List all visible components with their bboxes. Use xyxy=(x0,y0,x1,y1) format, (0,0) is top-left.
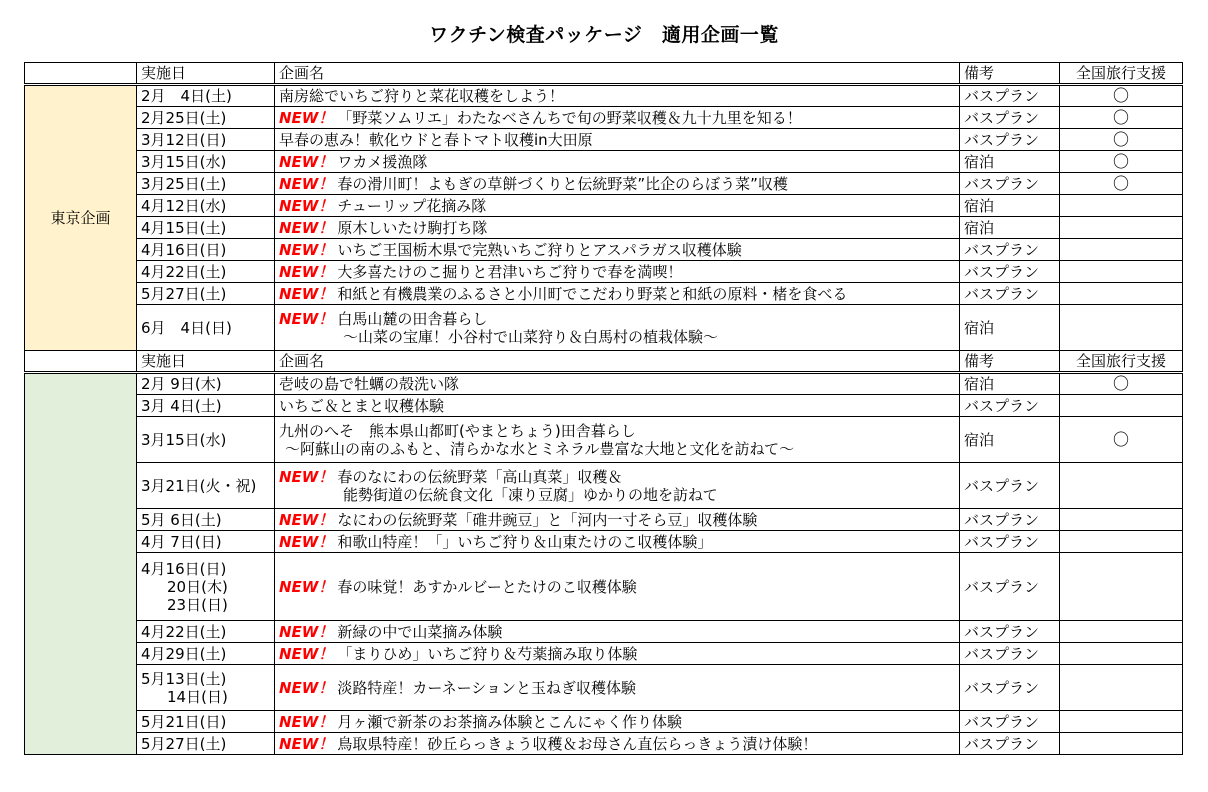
plan-name-text: 淡路特産！カーネーションと玉ねぎ収穫体験 xyxy=(337,678,637,697)
header-note: 備考 xyxy=(960,63,1060,85)
header-date: 実施日 xyxy=(137,63,275,85)
date-text: 4月16日(日) xyxy=(141,240,227,259)
date-cell xyxy=(137,173,275,195)
plan-name-line xyxy=(279,131,955,149)
date-cell xyxy=(137,305,275,351)
new-badge: NEW！ xyxy=(279,262,334,281)
plan-name-line xyxy=(279,375,955,393)
plan-name-text: 南房総でいちご狩りと菜花収穫をしよう！ xyxy=(279,87,565,105)
support-cell: 〇 xyxy=(1060,373,1183,395)
note-cell: 宿泊 xyxy=(960,151,1060,173)
plan-name-line xyxy=(279,679,955,697)
note-cell: バスプラン xyxy=(960,621,1060,643)
support-cell: 〇 xyxy=(1060,151,1183,173)
plan-name-cell xyxy=(275,665,960,711)
note-cell: バスプラン xyxy=(960,643,1060,665)
plan-name-cell xyxy=(275,417,960,463)
plan-name-line xyxy=(279,578,955,596)
plan-name-cell xyxy=(275,711,960,733)
new-badge: NEW！ xyxy=(279,532,334,551)
plan-name-line xyxy=(279,623,955,641)
plan-name-text: 原木しいたけ駒打ち隊 xyxy=(337,218,488,237)
support-cell xyxy=(1060,283,1183,305)
date-text: 5月27日(土) xyxy=(141,284,227,303)
date-cell xyxy=(137,643,275,665)
date-cell xyxy=(137,85,275,107)
date-cell xyxy=(137,553,275,621)
page-title: ワクチン検査パッケージ 適用企画一覧 xyxy=(429,24,779,46)
note-cell: 宿泊 xyxy=(960,417,1060,463)
support-cell xyxy=(1060,509,1183,531)
header-blank xyxy=(25,351,137,373)
note-cell: バスプラン xyxy=(960,85,1060,107)
support-cell: 〇 xyxy=(1060,107,1183,129)
new-badge: NEW！ xyxy=(279,284,334,303)
plan-name-text: いちご＆とまと収穫体験 xyxy=(279,396,445,415)
new-badge: NEW！ xyxy=(279,174,334,193)
plan-name-text: 和紙と有機農業のふるさと小川町でこだわり野菜と和紙の原料・楮を食べる xyxy=(337,284,848,303)
date-cell xyxy=(137,621,275,643)
plan-name-cell xyxy=(275,173,960,195)
support-cell xyxy=(1060,261,1183,283)
plan-name-line xyxy=(279,328,955,346)
note-cell: 宿泊 xyxy=(960,195,1060,217)
date-text: 3月25日(土) xyxy=(141,174,227,193)
plan-name-cell xyxy=(275,373,960,395)
plan-name-text: ～阿蘇山の南のふもと、清らかな水とミネラル豊富な大地と文化を訪ねて～ xyxy=(285,439,795,458)
support-cell xyxy=(1060,711,1183,733)
support-cell: 〇 xyxy=(1060,417,1183,463)
new-badge: NEW！ xyxy=(279,108,334,127)
plan-name-cell xyxy=(275,283,960,305)
plan-name-line xyxy=(279,109,955,127)
plan-name-cell xyxy=(275,151,960,173)
plan-name-text: チューリップ花摘み隊 xyxy=(337,196,487,215)
support-cell: 〇 xyxy=(1060,129,1183,151)
date-text: 3月 4日(土) xyxy=(141,396,222,415)
new-badge: NEW！ xyxy=(279,712,334,731)
date-text: 3月15日(水) xyxy=(141,430,227,449)
plan-name-line xyxy=(279,197,955,215)
date-cell xyxy=(137,107,275,129)
table-row xyxy=(25,195,1183,217)
date-cell xyxy=(137,665,275,711)
plan-name-cell xyxy=(275,621,960,643)
header-row xyxy=(25,351,1183,373)
table-row xyxy=(25,643,1183,665)
date-text: 4月29日(土) xyxy=(141,644,227,663)
new-badge: NEW！ xyxy=(279,196,334,215)
note-cell: バスプラン xyxy=(960,733,1060,755)
table-row xyxy=(25,553,1183,621)
note-cell: バスプラン xyxy=(960,711,1060,733)
support-cell xyxy=(1060,395,1183,417)
new-badge: NEW！ xyxy=(279,240,334,259)
section-label: 東京企画 xyxy=(25,85,137,351)
table-row xyxy=(25,665,1183,711)
table-row xyxy=(25,621,1183,643)
new-badge: NEW！ xyxy=(279,309,334,328)
header-support: 全国旅行支援 xyxy=(1060,351,1183,373)
plan-name-text: 「まりひめ」いちご狩り＆芍薬摘み取り体験 xyxy=(337,644,638,663)
table-row xyxy=(25,395,1183,417)
note-cell: バスプラン xyxy=(960,509,1060,531)
plan-name-line xyxy=(279,468,955,486)
plan-name-cell xyxy=(275,195,960,217)
plan-name-cell xyxy=(275,85,960,107)
plan-name-text: なにわの伝統野菜「碓井豌豆」と「河内一寸そら豆」収穫体験 xyxy=(337,510,758,529)
note-cell: バスプラン xyxy=(960,553,1060,621)
new-badge: NEW！ xyxy=(279,510,334,529)
plan-name-line xyxy=(279,713,955,731)
note-cell: バスプラン xyxy=(960,261,1060,283)
note-cell: バスプラン xyxy=(960,173,1060,195)
plan-name-cell xyxy=(275,239,960,261)
date-cell xyxy=(137,373,275,395)
plan-name-text: 壱岐の島で牡蠣の殻洗い隊 xyxy=(279,375,460,393)
support-cell xyxy=(1060,217,1183,239)
date-cell xyxy=(137,217,275,239)
date-cell xyxy=(137,261,275,283)
date-text: 3月12日(日) xyxy=(141,130,227,149)
plan-name-cell xyxy=(275,733,960,755)
plan-name-text: 能勢街道の伝統食文化「凍り豆腐」ゆかりの地を訪ねて xyxy=(343,485,718,504)
table-row xyxy=(25,305,1183,351)
new-badge: NEW！ xyxy=(279,577,334,596)
header-name: 企画名 xyxy=(275,63,960,85)
date-cell xyxy=(137,531,275,553)
date-text: 5月21日(日) xyxy=(141,712,227,731)
plan-table xyxy=(24,62,1183,755)
table-row xyxy=(25,239,1183,261)
date-text: 6月 4日(日) xyxy=(141,318,232,337)
plan-name-text: ～山菜の宝庫！小谷村で山菜狩り＆白馬村の植栽体験～ xyxy=(343,327,719,346)
note-cell: バスプラン xyxy=(960,129,1060,151)
plan-name-cell xyxy=(275,463,960,509)
plan-name-text: 春のなにわの伝統野菜「高山真菜」収穫＆ xyxy=(337,467,623,486)
table-row xyxy=(25,509,1183,531)
plan-name-cell xyxy=(275,509,960,531)
note-cell: バスプラン xyxy=(960,531,1060,553)
header-blank xyxy=(25,63,137,85)
plan-name-line xyxy=(279,219,955,237)
plan-name-text: 新緑の中で山菜摘み体験 xyxy=(337,622,503,641)
table-row xyxy=(25,217,1183,239)
support-cell xyxy=(1060,305,1183,351)
date-cell xyxy=(137,417,275,463)
table-row xyxy=(25,417,1183,463)
support-cell xyxy=(1060,621,1183,643)
table-row xyxy=(25,283,1183,305)
support-cell xyxy=(1060,239,1183,261)
date-text: 3月21日(火・祝) xyxy=(141,476,257,495)
support-cell: 〇 xyxy=(1060,173,1183,195)
new-badge: NEW！ xyxy=(279,644,334,663)
plan-name-line xyxy=(279,735,955,753)
date-cell xyxy=(137,129,275,151)
header-name: 企画名 xyxy=(275,351,960,373)
support-cell xyxy=(1060,531,1183,553)
date-text: 4月12日(水) xyxy=(141,196,227,215)
support-cell xyxy=(1060,733,1183,755)
table-row xyxy=(25,261,1183,283)
plan-name-text: 「野菜ソムリエ」わたなべさんちで旬の野菜収穫＆九十九里を知る！ xyxy=(337,108,802,127)
table-row xyxy=(25,733,1183,755)
plan-name-text: ワカメ援漁隊 xyxy=(337,152,428,171)
new-badge: NEW！ xyxy=(279,467,334,486)
plan-name-text: 和歌山特産！「」いちご狩り＆山東たけのこ収穫体験」 xyxy=(337,532,713,551)
date-text: 4月 7日(日) xyxy=(141,532,222,551)
plan-name-cell xyxy=(275,395,960,417)
plan-name-line xyxy=(279,511,955,529)
date-cell xyxy=(137,733,275,755)
note-cell: 宿泊 xyxy=(960,217,1060,239)
plan-name-text: 白馬山麓の田舎暮らし xyxy=(337,309,488,328)
plan-name-cell xyxy=(275,261,960,283)
new-badge: NEW！ xyxy=(279,218,334,237)
support-cell xyxy=(1060,463,1183,509)
plan-name-line xyxy=(279,175,955,193)
new-badge: NEW！ xyxy=(279,152,334,171)
plan-name-text: 鳥取県特産！砂丘らっきょう収穫＆お母さん直伝らっきょう漬け体験！ xyxy=(337,734,818,753)
new-badge: NEW！ xyxy=(279,734,334,753)
date-cell xyxy=(137,463,275,509)
plan-name-line xyxy=(279,87,955,105)
new-badge: NEW！ xyxy=(279,622,334,641)
plan-name-text: 早春の恵み！軟化ウドと春トマト収穫in大田原 xyxy=(279,130,593,149)
date-cell xyxy=(137,151,275,173)
plan-name-line xyxy=(279,645,955,663)
plan-name-text: 大多喜たけのこ掘りと君津いちご狩りで春を満喫！ xyxy=(337,262,683,281)
plan-name-cell xyxy=(275,305,960,351)
date-cell xyxy=(137,195,275,217)
section-label xyxy=(25,373,137,755)
header-support: 全国旅行支援 xyxy=(1060,63,1183,85)
date-text: 4月22日(土) xyxy=(141,262,227,281)
plan-name-cell xyxy=(275,531,960,553)
table-row xyxy=(25,85,1183,107)
new-badge: NEW！ xyxy=(279,678,334,697)
plan-name-cell xyxy=(275,217,960,239)
table-body xyxy=(25,63,1183,755)
plan-name-line xyxy=(279,533,955,551)
support-cell xyxy=(1060,643,1183,665)
date-cell xyxy=(137,239,275,261)
plan-name-line xyxy=(279,241,955,259)
plan-name-text: いちご王国栃木県で完熟いちご狩りとアスパラガス収穫体験 xyxy=(337,240,742,259)
plan-name-cell xyxy=(275,129,960,151)
date-text: 4月15日(土) xyxy=(141,218,227,237)
note-cell: バスプラン xyxy=(960,463,1060,509)
date-text: 5月27日(土) xyxy=(141,734,227,753)
note-cell: 宿泊 xyxy=(960,305,1060,351)
date-text: 20日(木) xyxy=(167,577,228,596)
table-row xyxy=(25,129,1183,151)
support-cell xyxy=(1060,553,1183,621)
header-row xyxy=(25,63,1183,85)
plan-name-line xyxy=(279,153,955,171)
support-cell: 〇 xyxy=(1060,85,1183,107)
date-text: 3月15日(水) xyxy=(141,152,227,171)
note-cell: バスプラン xyxy=(960,665,1060,711)
date-cell xyxy=(137,509,275,531)
header-date: 実施日 xyxy=(137,351,275,373)
date-text: 5月 6日(土) xyxy=(141,510,222,529)
date-cell xyxy=(137,711,275,733)
date-text: 2月 4日(土) xyxy=(141,87,232,105)
note-cell: バスプラン xyxy=(960,239,1060,261)
plan-name-cell xyxy=(275,643,960,665)
date-cell xyxy=(137,283,275,305)
date-text: 5月13日(土) xyxy=(141,669,227,688)
plan-name-text: 春の味覚！あすかルビーとたけのこ収穫体験 xyxy=(337,577,637,596)
header-note: 備考 xyxy=(960,351,1060,373)
date-text: 14日(日) xyxy=(167,687,228,706)
table-row xyxy=(25,107,1183,129)
table-row xyxy=(25,373,1183,395)
date-text: 2月 9日(木) xyxy=(141,375,222,393)
table-row xyxy=(25,173,1183,195)
plan-name-line xyxy=(279,310,955,328)
plan-name-line xyxy=(279,486,955,504)
plan-name-line xyxy=(279,285,955,303)
plan-name-cell xyxy=(275,107,960,129)
note-cell: 宿泊 xyxy=(960,373,1060,395)
date-text: 2月25日(土) xyxy=(141,108,227,127)
plan-name-line xyxy=(279,422,955,440)
plan-name-text: 九州のへそ 熊本県山都町(やまとちょう)田舎暮らし xyxy=(279,421,636,440)
support-cell xyxy=(1060,665,1183,711)
date-text: 4月22日(土) xyxy=(141,622,227,641)
plan-name-line xyxy=(279,397,955,415)
date-text: 23日(日) xyxy=(167,595,228,614)
note-cell: バスプラン xyxy=(960,395,1060,417)
note-cell: バスプラン xyxy=(960,107,1060,129)
table-row xyxy=(25,151,1183,173)
plan-name-text: 春の滑川町！よもぎの草餅づくりと伝統野菜”比企のらぼう菜”収穫 xyxy=(337,174,788,193)
plan-name-line xyxy=(279,263,955,281)
plan-name-text: 月ヶ瀬で新茶のお茶摘み体験とこんにゃく作り体験 xyxy=(337,712,683,731)
table-row xyxy=(25,463,1183,509)
note-cell: バスプラン xyxy=(960,283,1060,305)
plan-name-line xyxy=(279,440,955,458)
table-row xyxy=(25,531,1183,553)
support-cell xyxy=(1060,195,1183,217)
table-row xyxy=(25,711,1183,733)
plan-name-cell xyxy=(275,553,960,621)
date-text: 4月16日(日) xyxy=(141,559,227,578)
date-cell xyxy=(137,395,275,417)
